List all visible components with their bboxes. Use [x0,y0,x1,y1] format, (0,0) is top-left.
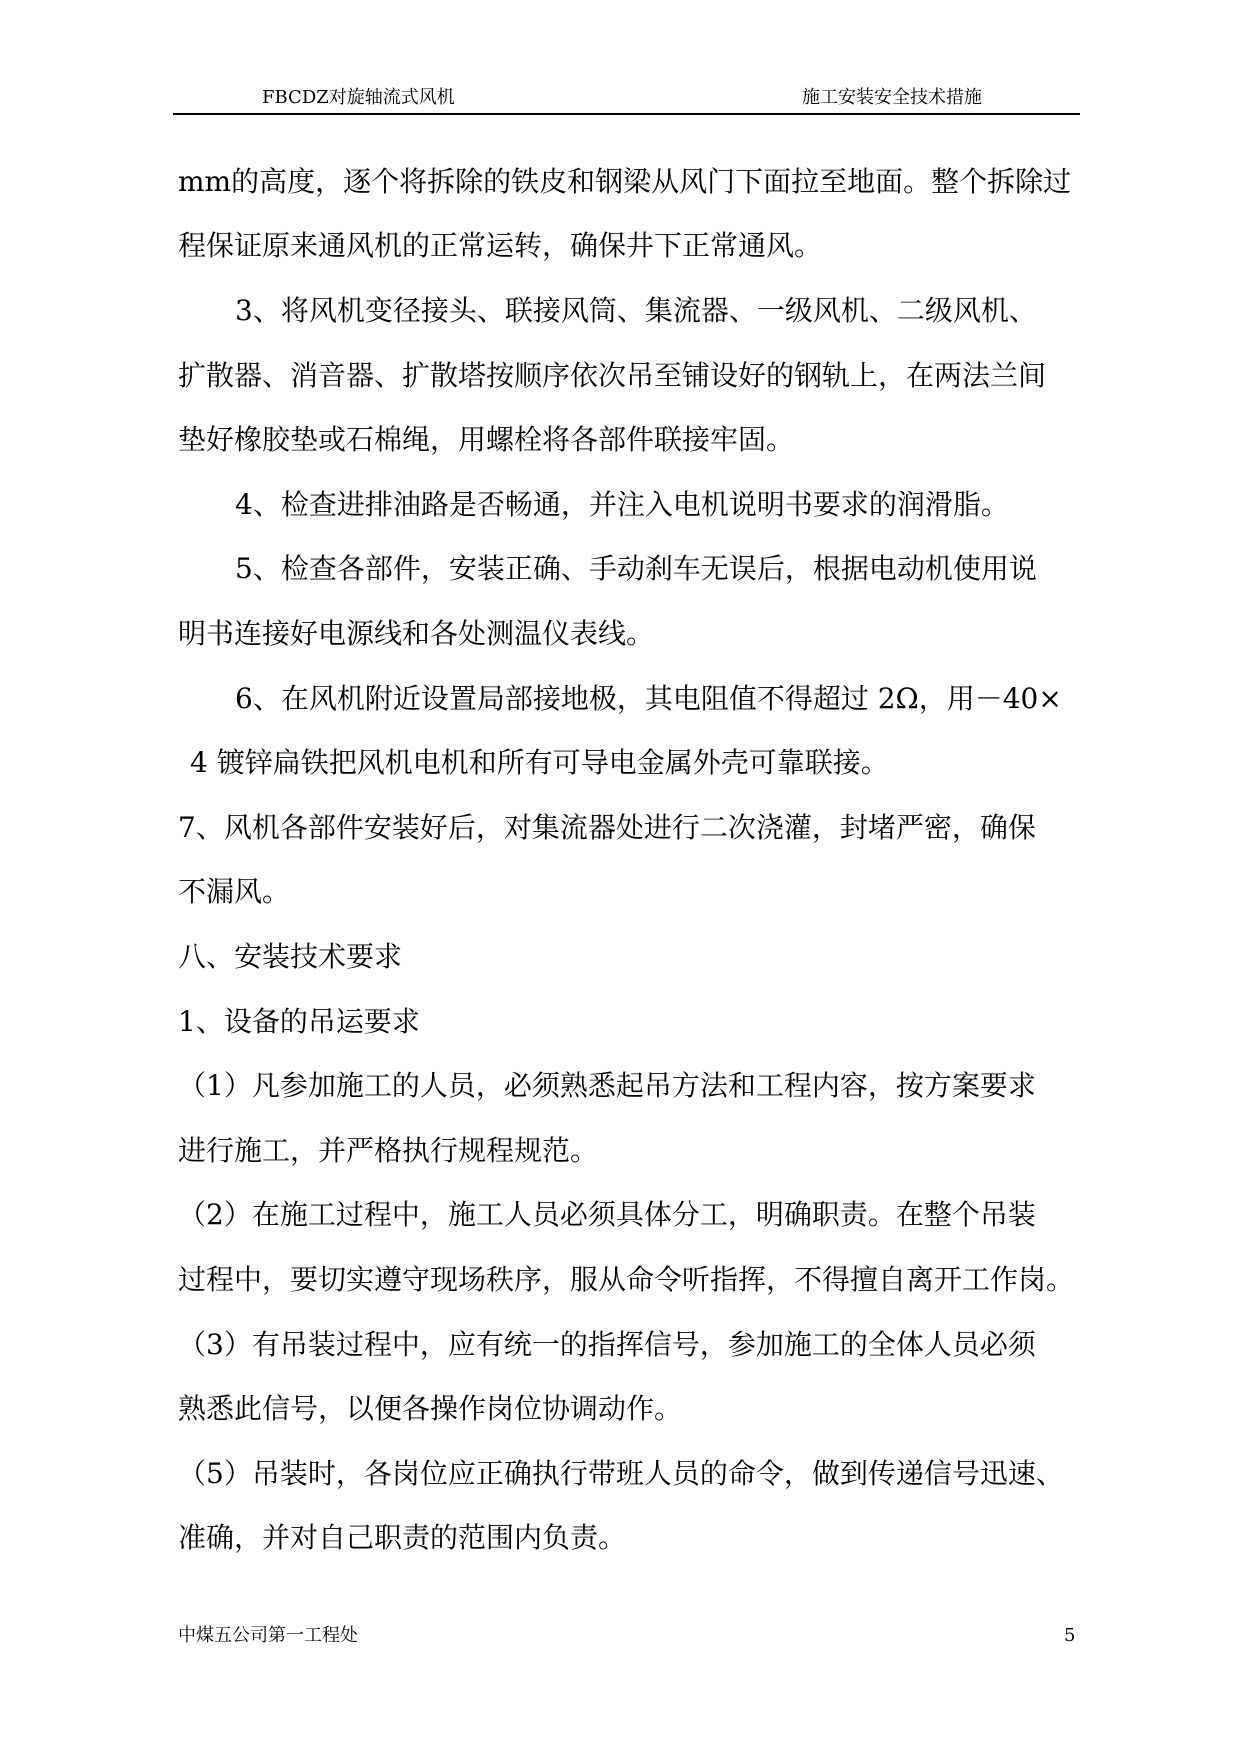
body-line: 进行施工，并严格执行规程规范。 [178,1134,599,1167]
body-line: （3）有吊装过程中，应有统一的指挥信号，参加施工的全体人员必须 [178,1328,1036,1361]
body-line: （5）吊装时，各岗位应正确执行带班人员的命令，做到传递信号迅速、 [178,1457,1064,1490]
page-number: 5 [1064,1625,1076,1646]
body-line: 7、风机各部件安装好后，对集流器处进行二次浇灌，封堵严密，确保 [178,811,1036,844]
header-divider [173,113,1080,115]
body-line: 3、将风机变径接头、联接风筒、集流器、一级风机、二级风机、 [235,294,1037,327]
body-line: 过程中，要切实遵守现场秩序，服从命令听指挥，不得擅自离开工作岗。 [178,1263,1075,1296]
body-line: （1）凡参加施工的人员，必须熟悉起吊方法和工程内容，按方案要求 [178,1069,1036,1102]
body-line: 不漏风。 [178,875,291,908]
body-line: 垫好橡胶垫或石棉绳，用螺栓将各部件联接牢固。 [178,423,795,456]
body-line: mm的高度，逐个将拆除的铁皮和钢梁从风门下面拉至地面。整个拆除过 [178,165,1072,198]
body-line: 准确，并对自己职责的范围内负责。 [178,1521,627,1554]
body-line: （2）在施工过程中，施工人员必须具体分工，明确职责。在整个吊装 [178,1198,1036,1231]
body-line: 程保证原来通风机的正常运转，确保井下正常通风。 [178,229,823,262]
body-line: 4、检查进排油路是否畅通，并注入电机说明书要求的润滑脂。 [235,488,1009,521]
header-title-right: 施工安装安全技术措施 [802,87,982,108]
body-line: 6、在风机附近设置局部接地极，其电阻值不得超过 2Ω，用－40× [235,682,1062,715]
body-line: 4 镀锌扁铁把风机电机和所有可导电金属外壳可靠联接。 [190,746,889,779]
section-heading: 八、安装技术要求 [178,940,403,973]
body-line: 扩散器、消音器、扩散塔按顺序依次吊至铺设好的钢轨上，在两法兰间 [178,359,1047,392]
body-line: 熟悉此信号，以便各操作岗位协调动作。 [178,1392,683,1425]
subsection-heading: 1、设备的吊运要求 [178,1005,420,1038]
body-line: 5、检查各部件，安装正确、手动刹车无误后，根据电动机使用说 [235,552,1037,585]
footer-organization: 中煤五公司第一工程处 [178,1625,358,1646]
header-title-left: FBCDZ对旋轴流式风机 [262,87,455,108]
body-line: 明书连接好电源线和各处测温仪表线。 [178,617,655,650]
